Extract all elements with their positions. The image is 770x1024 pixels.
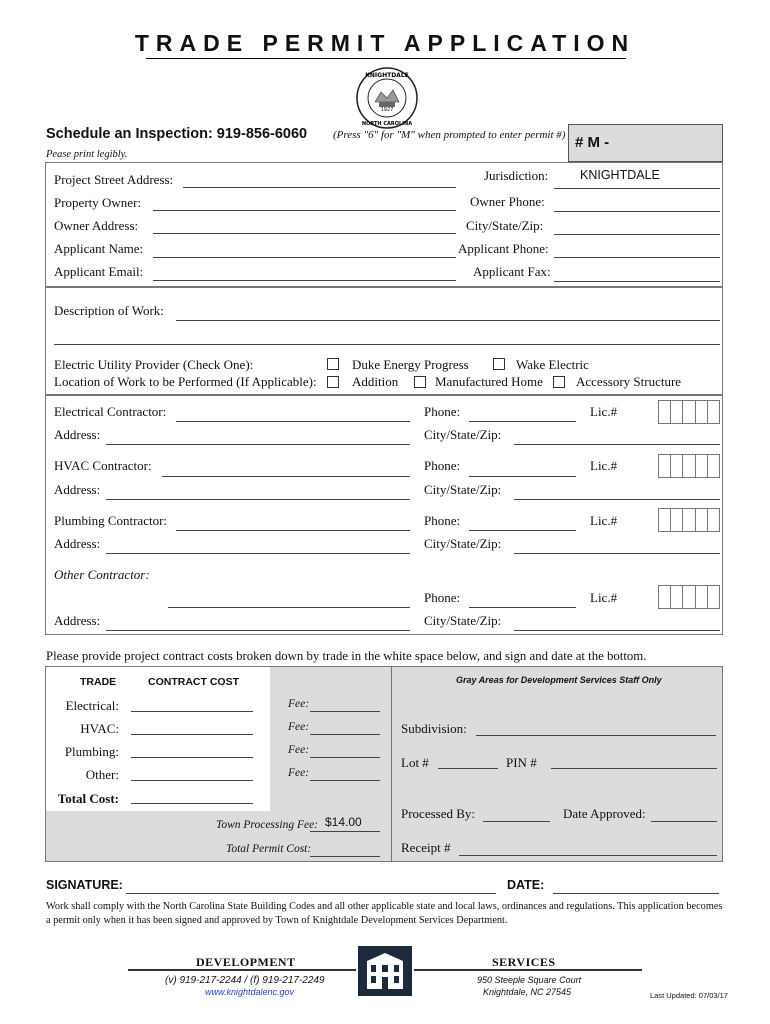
- hvac-phone-field[interactable]: [469, 476, 576, 477]
- footer-website-link[interactable]: www.knightdalenc.gov: [205, 987, 295, 997]
- plumbing-city-field[interactable]: [514, 553, 720, 554]
- hvac-address-label: Address:: [54, 482, 101, 497]
- other-contractor-label: Other Contractor:: [54, 567, 150, 582]
- footer-development: DEVELOPMENT: [196, 955, 296, 969]
- date-approved-field: [651, 821, 717, 822]
- other-city-label: City/State/Zip:: [424, 613, 502, 628]
- footer-services: SERVICES: [492, 955, 556, 969]
- plumbing-city-label: City/State/Zip:: [424, 536, 502, 551]
- cost-row-hvac: HVAC:: [80, 721, 119, 736]
- plumbing-cost-field[interactable]: [131, 757, 253, 758]
- other-contractor-field[interactable]: [168, 607, 410, 608]
- processed-by-field: [483, 821, 550, 822]
- electrical-contractor-label: Electrical Contractor:: [54, 404, 167, 419]
- title-underline: [146, 58, 626, 59]
- town-seal-icon: [355, 66, 419, 130]
- permit-number-label: # M -: [575, 134, 610, 151]
- hvac-contractor-field[interactable]: [162, 476, 410, 477]
- footer-rule-right: [414, 969, 642, 971]
- cost-row-electrical: Electrical:: [65, 698, 119, 713]
- contract-cost-white-area: [46, 667, 270, 811]
- date-field[interactable]: [553, 893, 719, 894]
- seal-top-text: KNIGHTDALE: [365, 72, 409, 79]
- checkbox-addition[interactable]: [327, 376, 339, 388]
- hvac-fee-label: Fee:: [288, 721, 310, 733]
- other-address-label: Address:: [54, 613, 101, 628]
- property-owner-label: Property Owner:: [54, 195, 142, 210]
- description-field-2[interactable]: [54, 344, 720, 345]
- pin-field: [551, 768, 717, 769]
- electrical-license-field[interactable]: [658, 400, 720, 424]
- footer-rule-left: [128, 969, 356, 971]
- print-note: Pease print legibly.: [46, 149, 128, 160]
- property-owner-field[interactable]: [153, 210, 456, 211]
- lot-label: Lot #: [401, 755, 429, 770]
- plumbing-phone-field[interactable]: [469, 530, 576, 531]
- option-manufactured-home: Manufactured Home: [435, 374, 543, 389]
- owner-phone-field[interactable]: [554, 211, 720, 212]
- hvac-phone-label: Phone:: [424, 458, 461, 473]
- electrical-phone-field[interactable]: [469, 421, 576, 422]
- electrical-address-field[interactable]: [106, 444, 410, 445]
- footer-phones: (v) 919-217-2244 / (f) 919-217-2249: [165, 975, 325, 986]
- plumbing-fee-field[interactable]: [310, 757, 380, 758]
- other-cost-field[interactable]: [131, 780, 253, 781]
- schedule-inspection-text: Schedule an Inspection: 919-856-6060: [46, 126, 308, 142]
- other-phone-label: Phone:: [424, 590, 461, 605]
- seal-year: 1927: [380, 107, 394, 113]
- pin-label: PIN #: [506, 755, 537, 770]
- owner-address-label: Owner Address:: [54, 218, 139, 233]
- checkbox-accessory-structure[interactable]: [553, 376, 565, 388]
- town-fee-label: Town Processing Fee:: [216, 819, 319, 831]
- description-field-1[interactable]: [176, 320, 720, 321]
- checkbox-manufactured-home[interactable]: [414, 376, 426, 388]
- other-address-field[interactable]: [106, 630, 410, 631]
- trade-header: TRADE: [80, 676, 117, 688]
- electrical-city-label: City/State/Zip:: [424, 427, 502, 442]
- hvac-contractor-label: HVAC Contractor:: [54, 458, 152, 473]
- last-updated: Last Updated: 07/03/17: [650, 991, 728, 1000]
- total-cost-field[interactable]: [131, 803, 253, 804]
- applicant-phone-field[interactable]: [554, 257, 720, 258]
- hvac-fee-field[interactable]: [310, 734, 380, 735]
- receipt-field: [459, 855, 717, 856]
- costs-instructions: Please provide project contract costs broken down by trade in the white space below, and sign and date at the bottom.: [46, 649, 647, 663]
- other-city-field[interactable]: [514, 630, 720, 631]
- page-title: TRADE PERMIT APPLICATION: [134, 30, 636, 56]
- seal-bottom-text: NORTH CAROLINA: [361, 121, 413, 127]
- processed-by-label: Processed By:: [401, 806, 476, 821]
- subdivision-field: [476, 735, 716, 736]
- electrical-city-field[interactable]: [514, 444, 720, 445]
- town-fee-field: [310, 831, 380, 832]
- building-logo-icon: [357, 945, 413, 997]
- street-address-label: Project Street Address:: [54, 172, 174, 187]
- electrical-contractor-field[interactable]: [176, 421, 410, 422]
- option-accessory-structure: Accessory Structure: [576, 374, 682, 389]
- electrical-fee-field[interactable]: [310, 711, 380, 712]
- electrical-address-label: Address:: [54, 427, 101, 442]
- total-permit-cost-label: Total Permit Cost:: [226, 843, 312, 855]
- cost-row-other: Other:: [85, 767, 119, 782]
- plumbing-phone-label: Phone:: [424, 513, 461, 528]
- option-addition: Addition: [352, 374, 399, 389]
- option-duke-energy: Duke Energy Progress: [352, 357, 469, 372]
- plumbing-address-field[interactable]: [106, 553, 410, 554]
- description-label: Description of Work:: [54, 303, 164, 318]
- electrical-phone-label: Phone:: [424, 404, 461, 419]
- hvac-city-field[interactable]: [514, 499, 720, 500]
- other-fee-label: Fee:: [288, 767, 310, 779]
- utility-label: Electric Utility Provider (Check One):: [54, 357, 254, 372]
- owner-city-state-zip-label: City/State/Zip:: [466, 218, 544, 233]
- jurisdiction-label: Jurisdiction:: [484, 168, 549, 183]
- schedule-note: (Press "6" for "M" when prompted to enter permit #): [333, 129, 566, 141]
- other-fee-field[interactable]: [310, 780, 380, 781]
- town-fee-value: $14.00: [325, 815, 362, 829]
- lot-field: [438, 768, 498, 769]
- compliance-text: Work shall comply with the North Carolina State Building Codes and all other applicable state and local laws, ordinances and regulations. This application becomes a permit only when it has been signed and approved by Town of Knightdale Development Services Department.: [46, 901, 723, 926]
- permit-number-field[interactable]: [568, 124, 723, 162]
- street-address-field[interactable]: [183, 187, 456, 188]
- cost-row-plumbing: Plumbing:: [64, 744, 119, 759]
- signature-field[interactable]: [126, 893, 496, 894]
- other-license-field[interactable]: [658, 585, 720, 609]
- plumbing-license-field[interactable]: [658, 508, 720, 532]
- applicant-name-label: Applicant Name:: [54, 241, 144, 256]
- applicant-name-field[interactable]: [153, 257, 456, 258]
- jurisdiction-field[interactable]: [554, 188, 720, 189]
- checkbox-duke-energy[interactable]: [327, 358, 339, 370]
- checkbox-wake-electric[interactable]: [493, 358, 505, 370]
- applicant-phone-label: Applicant Phone:: [458, 241, 549, 256]
- electrical-fee-label: Fee:: [288, 698, 310, 710]
- applicant-fax-field[interactable]: [554, 281, 720, 282]
- date-approved-label: Date Approved:: [563, 806, 646, 821]
- plumbing-contractor-field[interactable]: [176, 530, 410, 531]
- other-phone-field[interactable]: [469, 607, 576, 608]
- electrical-lic-label: Lic.#: [590, 404, 618, 419]
- applicant-email-field[interactable]: [153, 280, 456, 281]
- footer-address-2: Knightdale, NC 27545: [483, 987, 572, 997]
- plumbing-fee-label: Fee:: [288, 744, 310, 756]
- jurisdiction-value: KNIGHTDALE: [580, 168, 660, 182]
- footer-address-1: 950 Steeple Square Court: [477, 975, 582, 985]
- total-cost-label: Total Cost:: [57, 791, 119, 806]
- hvac-lic-label: Lic.#: [590, 458, 618, 473]
- hvac-cost-field[interactable]: [131, 734, 253, 735]
- owner-city-state-zip-field[interactable]: [554, 234, 720, 235]
- option-wake-electric: Wake Electric: [516, 357, 589, 372]
- date-label: DATE:: [507, 878, 545, 892]
- owner-phone-label: Owner Phone:: [470, 194, 545, 209]
- electrical-cost-field[interactable]: [131, 711, 253, 712]
- total-permit-cost-field: [310, 856, 380, 857]
- plumbing-address-label: Address:: [54, 536, 101, 551]
- plumbing-lic-label: Lic.#: [590, 513, 618, 528]
- hvac-city-label: City/State/Zip:: [424, 482, 502, 497]
- staff-note: Gray Areas for Development Services Staff Only: [456, 675, 662, 685]
- other-lic-label: Lic.#: [590, 590, 618, 605]
- contract-cost-header: CONTRACT COST: [148, 676, 239, 688]
- subdivision-label: Subdivision:: [401, 721, 467, 736]
- signature-label: SIGNATURE:: [46, 878, 123, 892]
- applicant-fax-label: Applicant Fax:: [473, 264, 551, 279]
- location-label: Location of Work to be Performed (If Applicable):: [54, 374, 317, 389]
- hvac-license-field[interactable]: [658, 454, 720, 478]
- receipt-label: Receipt #: [401, 840, 451, 855]
- applicant-email-label: Applicant Email:: [54, 264, 144, 279]
- costs-divider: [391, 667, 392, 861]
- owner-address-field[interactable]: [153, 233, 456, 234]
- plumbing-contractor-label: Plumbing Contractor:: [54, 513, 168, 528]
- hvac-address-field[interactable]: [106, 499, 410, 500]
